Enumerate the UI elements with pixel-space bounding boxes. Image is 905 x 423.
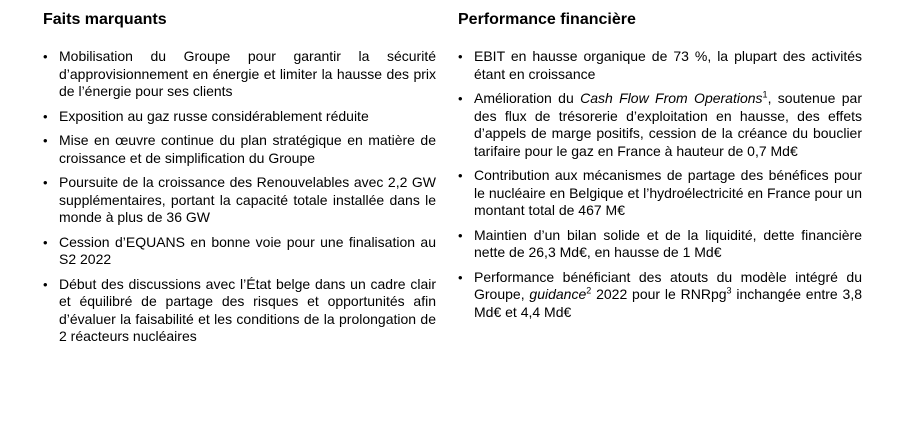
bullet-icon: • (458, 91, 463, 106)
list-item-text-italic: Cash Flow From Operations (580, 90, 763, 106)
list-item (458, 90, 862, 160)
list-item-text: Début des discussions avec l’État belge dans un cadre clair et équilibré de partage des risques et opportunités afin d’évaluer la faisabilité et les conditions de la prolongation de 2 réacteurs nucléaires (59, 275, 436, 344)
list-item-text-italic: guidance (529, 286, 587, 302)
list-item-text: Contribution aux mécanismes de partage des bénéfices pour le nucléaire en Belgique et l’hydroélectricité en France pour un montant total de 467 M€ (474, 167, 862, 218)
bullet-icon: • (458, 168, 463, 183)
list-item-text: Mise en œuvre continue du plan stratégique en matière de croissance et de simplification du Groupe (59, 132, 436, 166)
list-item (43, 276, 436, 346)
bullet-icon: • (43, 108, 48, 124)
bullet-icon: • (43, 133, 48, 148)
list-item (43, 234, 436, 269)
list-item (458, 167, 862, 220)
list-item (43, 108, 436, 126)
bullet-icon: • (43, 276, 48, 292)
list-item-text-pre: Amélioration du (474, 90, 581, 106)
list-item-text: Mobilisation du Groupe pour garantir la sécurité d’approvisionnement en énergie et limiter la hausse des prix de l’énergie pour ses clients (59, 48, 436, 99)
list-item-text: Exposition au gaz russe considérablement réduite (59, 107, 369, 124)
list-item (43, 48, 436, 101)
list-item-text-mid: 2022 pour le RNRpg (591, 286, 727, 302)
footnote-marker: 1 (762, 89, 768, 100)
list-item-text-post: inchangée entre 3,8 Md€ et 4,4 Md€ (474, 286, 863, 320)
list-item (458, 48, 862, 83)
list-item (43, 174, 436, 227)
bullet-icon: • (43, 49, 48, 64)
list-item-text: Poursuite de la croissance des Renouvelables avec 2,2 GW supplémentaires, portant la capacité totale installée dans le monde à plus de 36 GW (59, 174, 436, 225)
list-item-text: EBIT en hausse organique de 73 %, la plupart des activités étant en croissance (474, 48, 862, 82)
highlights-column (43, 10, 436, 353)
list-item-text-post: , soutenue par des flux de trésorerie d’exploitation en hausse, des effets d’appels de marge positifs, cession de la créance du bouclier tarifaire pour le gaz en France à hauteur de 0,7 Md€ (474, 90, 862, 159)
list-item (43, 132, 436, 167)
financial-performance-column (458, 10, 862, 328)
footnote-marker: 3 (726, 285, 732, 296)
bullet-icon: • (458, 49, 463, 64)
footnote-marker: 2 (586, 285, 592, 296)
list-item (458, 269, 862, 322)
bullet-icon: • (458, 227, 463, 243)
highlights-list (43, 48, 436, 346)
list-item-text: Cession d’EQUANS en bonne voie pour une finalisation au S2 2022 (59, 233, 436, 267)
list-item-text-pre: Performance bénéficiant des atouts du modèle intégré du Groupe, (474, 268, 862, 302)
highlights-title: Faits marquants (43, 11, 167, 28)
bullet-icon: • (43, 234, 48, 250)
list-item-text: Maintien d’un bilan solide et de la liquidité, dette financière nette de 26,3 Md€, en hausse de 1 Md€ (474, 226, 862, 260)
financial-performance-list (458, 48, 862, 321)
bullet-icon: • (43, 175, 48, 190)
list-item (458, 227, 862, 262)
financial-performance-title: Performance financière (458, 11, 636, 28)
bullet-icon: • (458, 269, 463, 285)
